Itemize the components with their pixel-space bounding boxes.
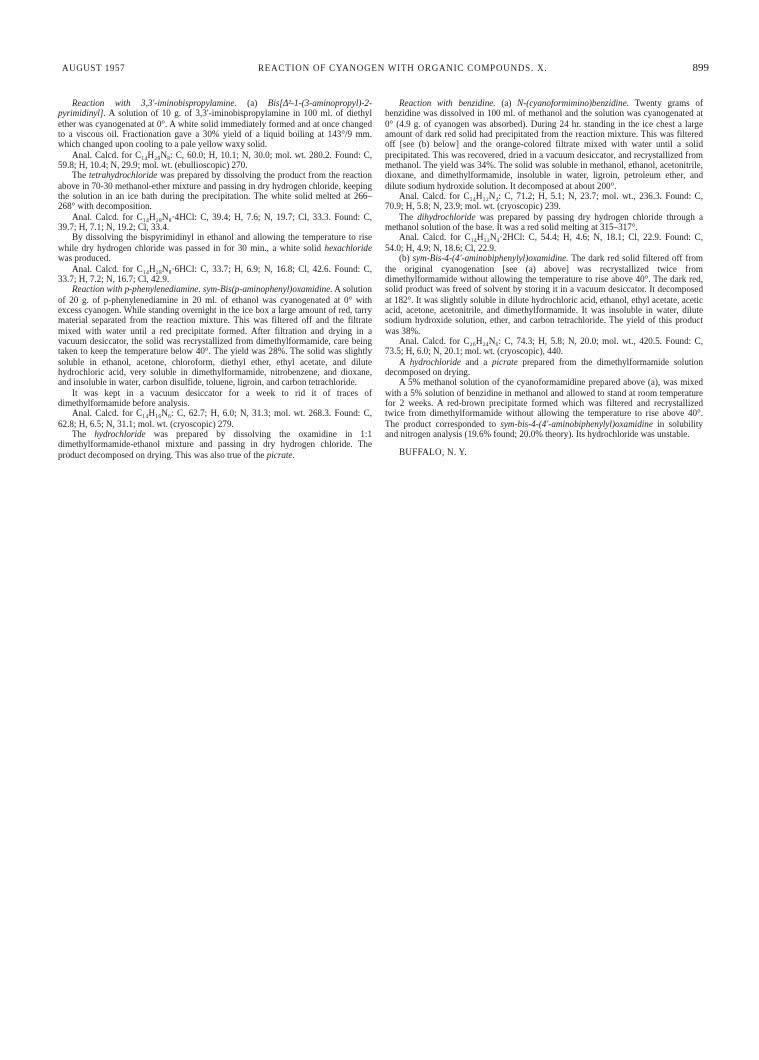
compound-name: hydrochloride [409,356,461,367]
paragraph [58,429,372,460]
paragraph [58,232,372,263]
header-date: AUGUST 1957 [62,63,126,73]
text: A [399,356,406,367]
compound-name: sym-Bis-4-(4′-aminobiphenylyl)oxamidine. [412,253,569,264]
compound-name: dihydrochloride [417,211,476,222]
paragraph [385,98,703,191]
compound-name: hydrochloride [94,429,146,439]
label: (a) [501,98,512,108]
text: and a [465,356,488,367]
running-header [62,63,709,77]
compound-name: picrate. [266,449,295,460]
paragraph-text: A 5% methanol solution of the cyanoformamidine prepared above (a), was mixed with a 5% solution of benzidine in methanol and allowed to stand at room temperature for 2 weeks. A red-brown precipitate formed which was filtered and recrystallized twice from dimethylformamide without allowing the temperature to rise above 40°. The product corresponded to [385,377,703,429]
analysis-paragraph: Anal. Calcd. for C₁₄H₂₈N₈: C, 60.0; H, 10.1; N, 30.0; mol. wt. 280.2. Found: C, 59.8; H, 10.4; N, 29.9; mol. wt. (ebullioscopic) 270. [58,149,372,171]
analysis-paragraph: Anal. Calcd. for C₁₄H₁₆N₆: C, 62.7; H, 6.0; N, 31.3; mol. wt. 268.3. Found: C, 62.8; H, 6.5; N, 31.1; mol. wt. (cryoscopic) 279. [58,408,372,429]
header-title: REACTION OF CYANOGEN WITH ORGANIC COMPOUNDS. X. [258,63,548,73]
paragraph [385,212,703,233]
text: The [72,429,87,439]
paragraph-text: Twenty grams of benzidine was dissolved in 100 ml. of methanol and the solution was cyanogenated at 0° (4.9 g. of cyanogen was absorbed). During 24 hr. standing in the ice chest a large amount of dark red solid had precipitated from the reaction mixture. This was filtered off [see (b) below] and the orange-colored filtrate mixed with water until a solid precipitated. This was recovered, dried in a vacuum desiccator, and recrystallized from methanol. The yield was 34%. The solid was soluble in methanol, ethanol, acetonitrile, dioxane, and dimethylformamide, insoluble in water, ligroin, petroleum ether, and dilute sodium hydroxide solution. It decomposed at about 200°. [385,98,703,191]
paragraph-text: A solution of 20 g. of p-phenylenediamine in 20 ml. of ethanol was cyanogenated at 0° with excess cyanogen. While standing overnight in the ice box a large amount of red, tarry material separated from the reaction mixture. This was filtered off and the filtrate mixed with water until a red precipitate formed. After filtration and drying in a vacuum desiccator, the solid was recrystallized from dimethylformamide, care being taken to keep the temperature below 40°. The yield was 28%. The solid was slightly soluble in ethanol, acetone, chloroform, diethyl ether, ethyl acetate, and dilute hydrochloric acid, very soluble in dimethylformamide, nitrobenzene, and dioxane, and insoluble in water, carbon disulfide, toluene, ligroin, and carbon tetrachloride. [58,284,372,388]
section-title: Reaction with 3,3′-iminobispropylamine. [72,98,237,108]
paragraph-text: was prepared by dissolving the product from the reaction above in 70-30 methanol-ether mixture and passing in dry hydrogen chloride, keeping the solution in an ice bath during the precipitation. The white solid melted at 266–268° with decomposition. [58,170,372,212]
compound-name: tetrahydrochloride [88,170,158,181]
compound-name: N-(cyanoformimino)benzidine. [517,98,630,108]
analysis-paragraph: Anal. Calcd. for C₁₄H₁₂N₄: C, 71.2; H, 5.1; N, 23.7; mol. wt., 236.3. Found: C, 70.9; H, 5.8; N, 23.9; mol. wt. (cryoscopic) 239. [385,191,703,212]
compound-name: Bis[Δ²-1-(3-aminopropyl)-2-pyrimidinyl]. [58,98,372,119]
paragraph-text: A solution of 10 g. of 3,3′-iminobispropylamine in 100 ml. of diethyl ether was cyanogenated at 0°. A white solid immediately formed and at once changed to a viscous oil. Fractionation gave a 30% yield of a liquid boiling at 143°/9 mm. which changed upon cooling to a pale yellow waxy solid. [58,108,372,150]
paragraph [58,98,372,150]
right-column [385,98,703,458]
paragraph [58,284,372,387]
label: (a) [247,98,258,108]
author-location: BUFFALO, N. Y. [399,447,467,458]
compound-name: picrate [491,356,518,367]
section-title: Reaction with benzidine. [399,98,496,108]
analysis-paragraph: Anal. Calcd. for C₁₄H₁₂N₄·2HCl: C, 54.4; H, 4.6; N, 18.1; Cl, 22.9. Found: C, 54.0; H, 4.9; N, 18.6; Cl, 22.9. [385,232,703,253]
paragraph-text: By dissolving the bispyrimidinyl in ethanol and allowing the temperature to rise while dry hydrogen chloride was passed in for 30 min., a white solid [58,232,372,253]
left-column [58,98,372,460]
paragraph [385,253,703,336]
analysis-paragraph: Anal. Calcd. for C₂₆H₂₄N₆: C, 74.3; H, 5.8; N, 20.0; mol. wt., 420.5. Found: C, 73.5; H, 6.0; N, 20.1; mol. wt. (cryoscopic), 440. [385,335,703,357]
analysis-paragraph: Anal. Calcd. for C₁₄H₂₈N₈·4HCl: C, 39.4; H, 7.6; N, 19.7; Cl, 33.3. Found: C, 39.7; H, 7.1; N, 19.2; Cl, 33.4. [58,211,372,233]
section-title: Reaction with p-phenylenediamine. sym-Bis(p-aminophenyl)oxamidine. [72,284,333,295]
compound-name: sym-bis-4-(4′-aminobiphenylyl)oxamidine [500,418,653,429]
analysis-paragraph: Anal. Calcd. for C₁₄H₂₈N₈·6HCl: C, 33.7; H, 6.9; N, 16.8; Cl, 42.6. Found: C, 33.7; H, 7.2; N, 16.7; Cl, 42.9. [58,263,372,284]
paragraph-text: was prepared by passing dry hydrogen chloride through a methanol solution of the base. It was a red solid melting at 315–317°. [385,211,703,233]
paragraph-text: prepared from the dimethylformamide solution decomposed on drying. [385,356,704,377]
paragraph-text: in solubility and nitrogen analysis (19.6% found; 20.0% theory). Its hydrochloride was unstable. [385,418,703,439]
label: (b) [399,253,410,264]
paragraph-text: The dark red solid filtered off from the original cyanogenation [see (a) above] was recrystallized twice from dimethylformamide without allowing the temperature to rise above 40°. The dark red, solid product was freed of solvent by storing it in a vacuum desiccator. It decomposed at 182°. It was slightly soluble in dilute hydrochloric acid, ethanol, ethyl acetate, acetic acid, acetone, acetonitrile, and dimethylformamide. It was insoluble in water, dilute sodium hydroxide solution, ether, and carbon tetrachloride. The yield of this product was 38%. [385,253,703,336]
text: The [72,170,87,181]
paragraph [58,170,372,211]
text: The [399,211,414,222]
page-number: 899 [692,62,709,74]
paragraph-text: was produced. [58,253,111,264]
paragraph [385,377,703,439]
paragraph-text: was prepared by dissolving the oxamidine in 1:1 dimethylformamide-ethanol mixture and passing in dry hydrogen chloride. The product decomposed on drying. This was also true of the [58,429,372,460]
paragraph [385,357,703,378]
compound-name: hexachloride [324,242,372,253]
paragraph: It was kept in a vacuum desiccator for a week to rid it of traces of dimethylformamide before analysis. [58,387,372,408]
